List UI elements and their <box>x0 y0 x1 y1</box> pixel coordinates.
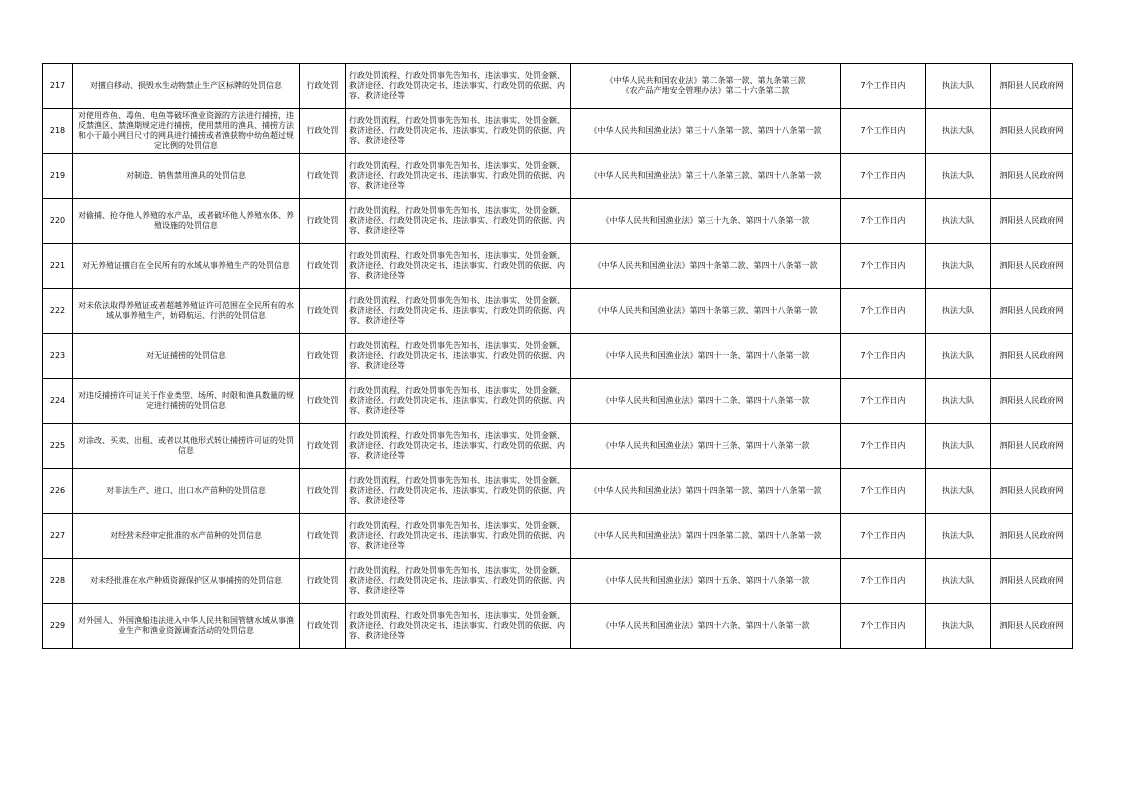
disclosure-deadline-cell: 7个工作日内 <box>841 514 926 559</box>
disclosure-content-cell: 行政处罚流程、行政处罚事先告知书、违法事实、处罚金额、救济途径、行政处罚决定书、违法事实、行政处罚的依据、内容、救济途径等 <box>346 334 571 379</box>
disclosure-deadline-cell: 7个工作日内 <box>841 559 926 604</box>
item-type-cell: 行政处罚 <box>300 514 346 559</box>
item-name-cell: 对未经批准在水产种质资源保护区从事捕捞的处罚信息 <box>73 559 300 604</box>
disclosure-deadline-cell: 7个工作日内 <box>841 289 926 334</box>
disclosure-channel-cell: 泗阳县人民政府网 <box>991 424 1073 469</box>
legal-basis-cell: 《中华人民共和国农业法》第二条第一款、第九条第三款 《农产品产地安全管理办法》第二十六条第二款 <box>571 64 841 109</box>
item-type-cell: 行政处罚 <box>300 289 346 334</box>
item-type-cell: 行政处罚 <box>300 604 346 649</box>
table-row <box>43 64 1073 109</box>
legal-basis-cell: 《中华人民共和国渔业法》第三十八条第三款、第四十八条第一款 <box>571 154 841 199</box>
table-body <box>43 64 1073 649</box>
legal-basis-cell: 《中华人民共和国渔业法》第四十条第三款、第四十八条第一款 <box>571 289 841 334</box>
item-type-cell: 行政处罚 <box>300 334 346 379</box>
serial-number-cell: 226 <box>43 469 73 514</box>
legal-basis-cell: 《中华人民共和国渔业法》第四十四条第二款、第四十八条第一款 <box>571 514 841 559</box>
table-row <box>43 604 1073 649</box>
responsible-unit-cell: 执法大队 <box>926 154 991 199</box>
serial-number-cell: 225 <box>43 424 73 469</box>
disclosure-channel-cell: 泗阳县人民政府网 <box>991 289 1073 334</box>
disclosure-deadline-cell: 7个工作日内 <box>841 109 926 154</box>
serial-number-cell: 220 <box>43 199 73 244</box>
disclosure-channel-cell: 泗阳县人民政府网 <box>991 199 1073 244</box>
responsible-unit-cell: 执法大队 <box>926 334 991 379</box>
responsible-unit-cell: 执法大队 <box>926 109 991 154</box>
item-name-cell: 对未依法取得养殖证或者超越养殖证许可范围在全民所有的水域从事养殖生产，妨碍航运、行洪的处罚信息 <box>73 289 300 334</box>
serial-number-cell: 228 <box>43 559 73 604</box>
serial-number-cell: 224 <box>43 379 73 424</box>
legal-basis-cell: 《中华人民共和国渔业法》第四十五条、第四十八条第一款 <box>571 559 841 604</box>
disclosure-channel-cell: 泗阳县人民政府网 <box>991 469 1073 514</box>
serial-number-cell: 221 <box>43 244 73 289</box>
table-row <box>43 154 1073 199</box>
serial-number-cell: 222 <box>43 289 73 334</box>
disclosure-channel-cell: 泗阳县人民政府网 <box>991 514 1073 559</box>
table-row <box>43 469 1073 514</box>
item-name-cell: 对擅自移动、损毁水生动物禁止生产区标牌的处罚信息 <box>73 64 300 109</box>
serial-number-cell: 219 <box>43 154 73 199</box>
disclosure-content-cell: 行政处罚流程、行政处罚事先告知书、违法事实、处罚金额、救济途径、行政处罚决定书、违法事实、行政处罚的依据、内容、救济途径等 <box>346 424 571 469</box>
disclosure-channel-cell: 泗阳县人民政府网 <box>991 334 1073 379</box>
item-type-cell: 行政处罚 <box>300 109 346 154</box>
responsible-unit-cell: 执法大队 <box>926 244 991 289</box>
responsible-unit-cell: 执法大队 <box>926 514 991 559</box>
item-name-cell: 对无证捕捞的处罚信息 <box>73 334 300 379</box>
disclosure-deadline-cell: 7个工作日内 <box>841 424 926 469</box>
table-row <box>43 514 1073 559</box>
table-row <box>43 199 1073 244</box>
legal-basis-cell: 《中华人民共和国渔业法》第四十条第二款、第四十八条第一款 <box>571 244 841 289</box>
responsible-unit-cell: 执法大队 <box>926 289 991 334</box>
disclosure-deadline-cell: 7个工作日内 <box>841 199 926 244</box>
disclosure-deadline-cell: 7个工作日内 <box>841 469 926 514</box>
disclosure-content-cell: 行政处罚流程、行政处罚事先告知书、违法事实、处罚金额、救济途径、行政处罚决定书、违法事实、行政处罚的依据、内容、救济途径等 <box>346 199 571 244</box>
serial-number-cell: 229 <box>43 604 73 649</box>
table-row <box>43 244 1073 289</box>
item-type-cell: 行政处罚 <box>300 244 346 289</box>
responsible-unit-cell: 执法大队 <box>926 379 991 424</box>
disclosure-deadline-cell: 7个工作日内 <box>841 334 926 379</box>
disclosure-channel-cell: 泗阳县人民政府网 <box>991 604 1073 649</box>
responsible-unit-cell: 执法大队 <box>926 559 991 604</box>
disclosure-deadline-cell: 7个工作日内 <box>841 379 926 424</box>
disclosure-channel-cell: 泗阳县人民政府网 <box>991 64 1073 109</box>
disclosure-table <box>42 63 1073 649</box>
item-name-cell: 对外国人、外国渔船违法进入中华人民共和国管辖水域从事渔业生产和渔业资源调查活动的处罚信息 <box>73 604 300 649</box>
disclosure-content-cell: 行政处罚流程、行政处罚事先告知书、违法事实、处罚金额、救济途径、行政处罚决定书、违法事实、行政处罚的依据、内容、救济途径等 <box>346 289 571 334</box>
item-name-cell: 对偷捕、抢夺他人养殖的水产品，或者破坏他人养殖水体、养殖设施的处罚信息 <box>73 199 300 244</box>
item-name-cell: 对涂改、买卖、出租、或者以其他形式转让捕捞许可证的处罚信息 <box>73 424 300 469</box>
item-type-cell: 行政处罚 <box>300 154 346 199</box>
table-row <box>43 559 1073 604</box>
disclosure-channel-cell: 泗阳县人民政府网 <box>991 244 1073 289</box>
disclosure-channel-cell: 泗阳县人民政府网 <box>991 379 1073 424</box>
item-name-cell: 对经营未经审定批准的水产苗种的处罚信息 <box>73 514 300 559</box>
item-name-cell: 对使用炸鱼、毒鱼、电鱼等破坏渔业资源的方法进行捕捞，违反禁渔区、禁渔期规定进行捕捞，使用禁用的渔具、捕捞方法和小于最小网目尺寸的网具进行捕捞或者渔获物中幼鱼超过规定比例的处罚信息 <box>73 109 300 154</box>
disclosure-content-cell: 行政处罚流程、行政处罚事先告知书、违法事实、处罚金额、救济途径、行政处罚决定书、违法事实、行政处罚的依据、内容、救济途径等 <box>346 154 571 199</box>
table-row <box>43 289 1073 334</box>
disclosure-content-cell: 行政处罚流程、行政处罚事先告知书、违法事实、处罚金额、救济途径、行政处罚决定书、违法事实、行政处罚的依据、内容、救济途径等 <box>346 64 571 109</box>
serial-number-cell: 218 <box>43 109 73 154</box>
disclosure-content-cell: 行政处罚流程、行政处罚事先告知书、违法事实、处罚金额、救济途径、行政处罚决定书、违法事实、行政处罚的依据、内容、救济途径等 <box>346 244 571 289</box>
serial-number-cell: 217 <box>43 64 73 109</box>
item-type-cell: 行政处罚 <box>300 379 346 424</box>
item-type-cell: 行政处罚 <box>300 64 346 109</box>
serial-number-cell: 223 <box>43 334 73 379</box>
item-type-cell: 行政处罚 <box>300 424 346 469</box>
disclosure-content-cell: 行政处罚流程、行政处罚事先告知书、违法事实、处罚金额、救济途径、行政处罚决定书、违法事实、行政处罚的依据、内容、救济途径等 <box>346 469 571 514</box>
serial-number-cell: 227 <box>43 514 73 559</box>
table-row <box>43 334 1073 379</box>
table-row <box>43 379 1073 424</box>
disclosure-content-cell: 行政处罚流程、行政处罚事先告知书、违法事实、处罚金额、救济途径、行政处罚决定书、违法事实、行政处罚的依据、内容、救济途径等 <box>346 379 571 424</box>
responsible-unit-cell: 执法大队 <box>926 199 991 244</box>
disclosure-deadline-cell: 7个工作日内 <box>841 604 926 649</box>
item-type-cell: 行政处罚 <box>300 559 346 604</box>
responsible-unit-cell: 执法大队 <box>926 469 991 514</box>
disclosure-content-cell: 行政处罚流程、行政处罚事先告知书、违法事实、处罚金额、救济途径、行政处罚决定书、违法事实、行政处罚的依据、内容、救济途径等 <box>346 109 571 154</box>
item-name-cell: 对制造、销售禁用渔具的处罚信息 <box>73 154 300 199</box>
disclosure-deadline-cell: 7个工作日内 <box>841 244 926 289</box>
disclosure-channel-cell: 泗阳县人民政府网 <box>991 109 1073 154</box>
item-name-cell: 对违反捕捞许可证关于作业类型、场所、时限和渔具数量的规定进行捕捞的处罚信息 <box>73 379 300 424</box>
disclosure-deadline-cell: 7个工作日内 <box>841 64 926 109</box>
legal-basis-cell: 《中华人民共和国渔业法》第四十二条、第四十八条第一款 <box>571 379 841 424</box>
disclosure-deadline-cell: 7个工作日内 <box>841 154 926 199</box>
item-name-cell: 对非法生产、进口、出口水产苗种的处罚信息 <box>73 469 300 514</box>
item-name-cell: 对无养殖证擅自在全民所有的水域从事养殖生产的处罚信息 <box>73 244 300 289</box>
responsible-unit-cell: 执法大队 <box>926 64 991 109</box>
disclosure-content-cell: 行政处罚流程、行政处罚事先告知书、违法事实、处罚金额、救济途径、行政处罚决定书、违法事实、行政处罚的依据、内容、救济途径等 <box>346 514 571 559</box>
disclosure-content-cell: 行政处罚流程、行政处罚事先告知书、违法事实、处罚金额、救济途径、行政处罚决定书、违法事实、行政处罚的依据、内容、救济途径等 <box>346 559 571 604</box>
legal-basis-cell: 《中华人民共和国渔业法》第四十三条、第四十八条第一款 <box>571 424 841 469</box>
item-type-cell: 行政处罚 <box>300 469 346 514</box>
responsible-unit-cell: 执法大队 <box>926 604 991 649</box>
responsible-unit-cell: 执法大队 <box>926 424 991 469</box>
item-type-cell: 行政处罚 <box>300 199 346 244</box>
legal-basis-cell: 《中华人民共和国渔业法》第四十四条第一款、第四十八条第一款 <box>571 469 841 514</box>
legal-basis-cell: 《中华人民共和国渔业法》第四十一条、第四十八条第一款 <box>571 334 841 379</box>
legal-basis-cell: 《中华人民共和国渔业法》第三十九条、第四十八条第一款 <box>571 199 841 244</box>
table-row <box>43 424 1073 469</box>
disclosure-channel-cell: 泗阳县人民政府网 <box>991 559 1073 604</box>
legal-basis-cell: 《中华人民共和国渔业法》第四十六条、第四十八条第一款 <box>571 604 841 649</box>
table-row <box>43 109 1073 154</box>
legal-basis-cell: 《中华人民共和国渔业法》第三十八条第一款、第四十八条第一款 <box>571 109 841 154</box>
disclosure-channel-cell: 泗阳县人民政府网 <box>991 154 1073 199</box>
disclosure-content-cell: 行政处罚流程、行政处罚事先告知书、违法事实、处罚金额、救济途径、行政处罚决定书、违法事实、行政处罚的依据、内容、救济途径等 <box>346 604 571 649</box>
